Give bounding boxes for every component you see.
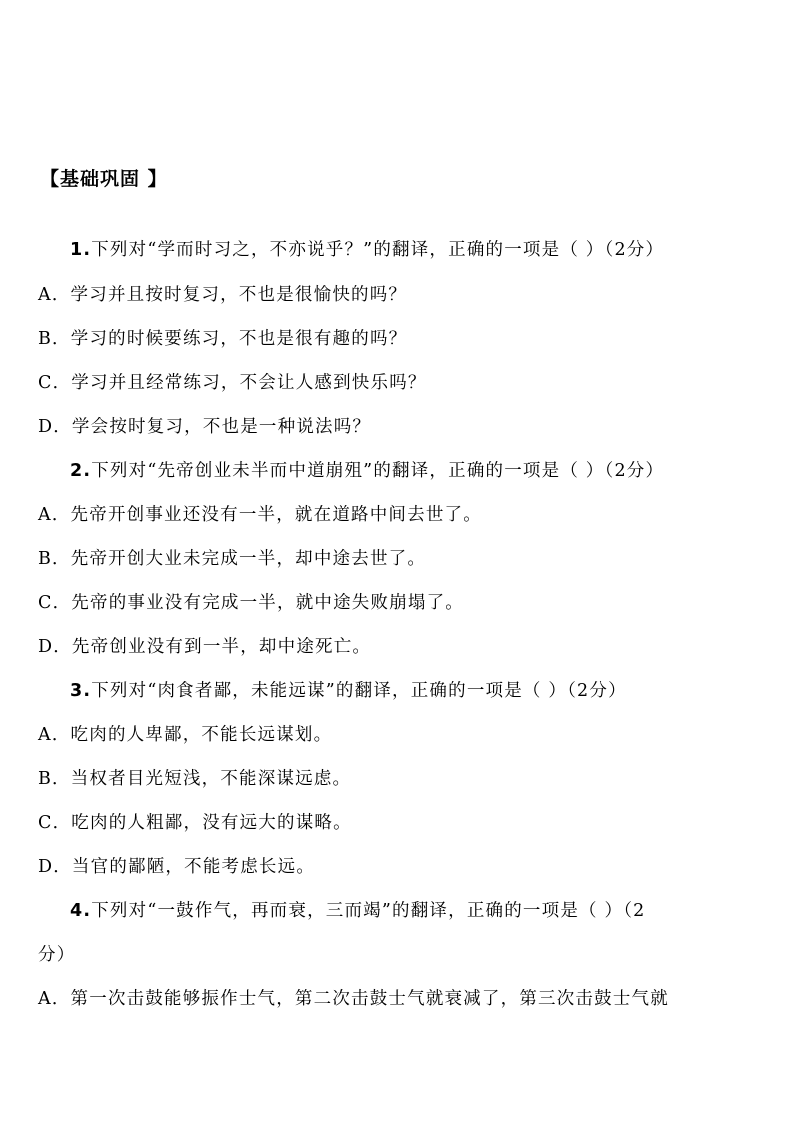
question-number: 4. bbox=[70, 901, 92, 921]
question-1-option-b: B．学习的时候要练习，不也是很有趣的吗？ bbox=[38, 329, 408, 349]
question-3-stem bbox=[70, 679, 627, 703]
question-number: 2. bbox=[70, 461, 92, 481]
question-text: 下列对“肉食者鄙，未能远谋”的翻译，正确的一项是（ ）（2分） bbox=[91, 681, 627, 701]
question-number: 1. bbox=[70, 240, 92, 260]
question-text: 下列对“一鼓作气，再而衰，三而竭”的翻译，正确的一项是（ ）（2 bbox=[91, 901, 646, 921]
question-4-stem bbox=[70, 899, 645, 923]
question-3-option-a: A．吃肉的人卑鄙，不能长远谋划。 bbox=[38, 725, 333, 745]
question-1-stem bbox=[70, 238, 664, 262]
question-3-option-b: B．当权者目光短浅，不能深谋远虑。 bbox=[38, 769, 352, 789]
question-2-option-b: B．先帝开创大业未完成一半，却中途去世了。 bbox=[38, 549, 427, 569]
question-2-stem bbox=[70, 459, 664, 483]
question-text: 下列对“先帝创业未半而中道崩殂”的翻译，正确的一项是（ ）（2分） bbox=[91, 461, 665, 481]
section-title: 【基础巩固 】 bbox=[40, 168, 168, 190]
question-3-option-d: D．当官的鄙陋，不能考虑长远。 bbox=[38, 857, 316, 877]
question-text: 下列对“学而时习之，不亦说乎？”的翻译，正确的一项是（ ）（2分） bbox=[91, 240, 665, 260]
question-1-option-a: A．学习并且按时复习，不也是很愉快的吗？ bbox=[38, 285, 408, 305]
question-1-option-c: C．学习并且经常练习，不会让人感到快乐吗？ bbox=[38, 373, 427, 393]
question-4-stem-continued: 分） bbox=[38, 945, 76, 965]
question-2-option-c: C．先帝的事业没有完成一半，就中途失败崩塌了。 bbox=[38, 593, 464, 613]
question-3-option-c: C．吃肉的人粗鄙，没有远大的谋略。 bbox=[38, 813, 352, 833]
question-number: 3. bbox=[70, 681, 92, 701]
question-1-option-d: D．学会按时复习，不也是一种说法吗？ bbox=[38, 417, 372, 437]
question-2-option-d: D．先帝创业没有到一半，却中途死亡。 bbox=[38, 637, 372, 657]
question-4-option-a: A．第一次击鼓能够振作士气，第二次击鼓士气就衰减了，第三次击鼓士气就 bbox=[38, 989, 669, 1009]
question-2-option-a: A．先帝开创事业还没有一半，就在道路中间去世了。 bbox=[38, 505, 482, 525]
